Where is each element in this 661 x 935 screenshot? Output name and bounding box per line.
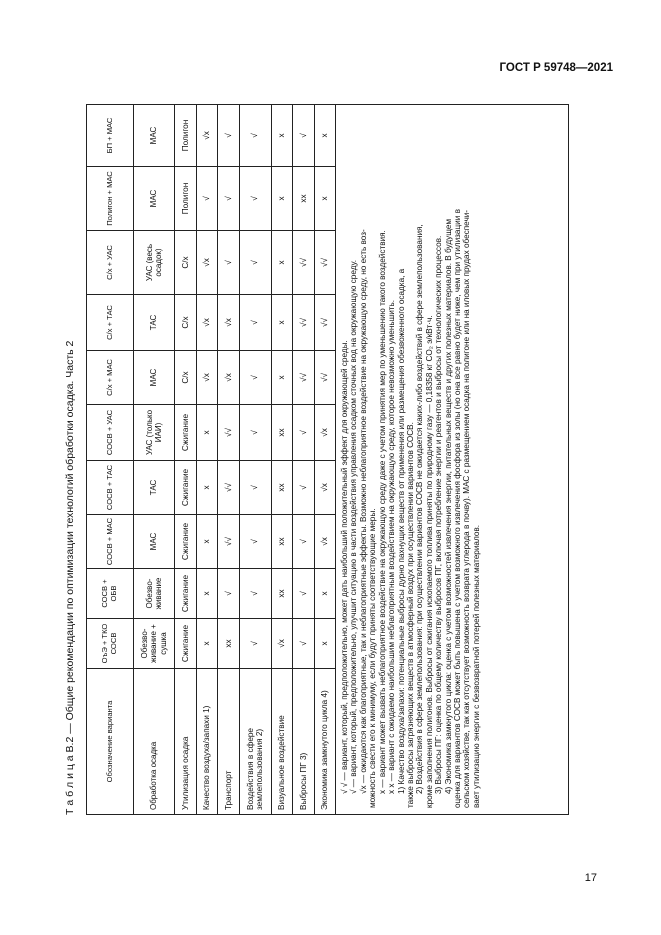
table-cell: √ — [218, 569, 240, 619]
column-header: БП + МАС — [87, 105, 134, 167]
column-header: С/х + УАС — [87, 231, 134, 295]
table-row — [336, 105, 569, 815]
table-cell: √√ — [293, 231, 315, 295]
table-cell: ТАС — [134, 295, 175, 351]
row-label: Качество воздуха/запахи 1) — [196, 669, 218, 815]
table-cell: Обезвоживание + сушка — [134, 619, 175, 669]
table-cell: Полигон — [175, 167, 197, 231]
note-line: 3) Выбросы ПГ: оценка по общему количеству выбросов ПГ, включая потребление энергии и реагентов и выбросы от технологических процессов. — [434, 235, 444, 794]
table-cell: √ — [239, 351, 271, 405]
table-row — [196, 105, 218, 815]
page-number: 17 — [584, 872, 597, 884]
table-cell: √ — [218, 105, 240, 167]
table-cell: √x — [314, 405, 336, 461]
table-cell: Сжигание — [175, 569, 197, 619]
note-line: также выбросы загрязняющих веществ в атмосферный воздух при осуществлении вариантов СОСВ. — [405, 422, 415, 808]
note-line: сельском хозяйстве, так как отсутствует возможность возврата углерода в почву). МАС с размещением осадка на полигоне или на иловых прудах обеспечи- — [462, 209, 472, 808]
table-cell: МАС — [134, 351, 175, 405]
table-cell: xx — [271, 515, 293, 569]
table-cell: МАС — [134, 105, 175, 167]
table-cell: x — [271, 167, 293, 231]
column-header: СОСВ + МАС — [87, 515, 134, 569]
table-cell: √x — [314, 461, 336, 515]
table-cell: x — [196, 515, 218, 569]
table-cell: √ — [196, 167, 218, 231]
table-cell: √ — [239, 167, 271, 231]
table-cell: √x — [271, 619, 293, 669]
table-cell: √x — [196, 351, 218, 405]
table-cell: √x — [314, 515, 336, 569]
table-cell: УАС (только ИАИ) — [134, 405, 175, 461]
table-notes — [336, 105, 569, 815]
table-row — [239, 105, 271, 815]
table-cell: √ — [293, 405, 315, 461]
table-cell: √ — [293, 569, 315, 619]
note-line: √ — вариант, который, предположительно, улучшит ситуацию в части воздействия управления осадком сточных вод на окружающую среду. — [349, 259, 359, 794]
note-line: 1) Качество воздуха/запахи: потенциальные выбросы дурно пахнущих веществ от применения или размещения обезвоженного осадка, а — [396, 268, 406, 794]
table-cell: √x — [218, 295, 240, 351]
table-cell: √ — [239, 461, 271, 515]
note-line: можность свести его к минимуму, если будут приняты соответствующие меры. — [368, 508, 378, 808]
table-row — [271, 105, 293, 815]
note-line: √x — ожидаются как благоприятные, так и неблагоприятные эффекты. Возможно неблагоприятное воздействие на окружающую среду, но есть воз- — [358, 229, 368, 794]
table-cell: x — [271, 295, 293, 351]
table-row — [87, 105, 134, 815]
table-row — [218, 105, 240, 815]
table-cell: x — [314, 105, 336, 167]
table-cell: √√ — [293, 351, 315, 405]
table-cell: √ — [293, 105, 315, 167]
table-cell: xx — [271, 405, 293, 461]
table-cell: √√ — [218, 515, 240, 569]
row-label: Утилизация осадка — [175, 669, 197, 815]
note-line: x x — вариант с ожидаемо наибольшим неблагоприятным воздействием на окружающую среду, которое невозможно уменьшить. — [387, 299, 397, 794]
table-cell: Сжигание — [175, 461, 197, 515]
table-cell: Сжигание — [175, 515, 197, 569]
table-cell: МАС — [134, 167, 175, 231]
document-header: ГОСТ Р 59748—2021 — [499, 62, 613, 74]
table-cell: xx — [218, 619, 240, 669]
table-cell: x — [196, 405, 218, 461]
table-cell: x — [271, 231, 293, 295]
table-row — [314, 105, 336, 815]
note-line: x — вариант может вызвать неблагоприятное воздействие на окружающую среду даже с учетом принятия мер по уменьшению такого воздействия. — [377, 230, 387, 794]
table-cell: xx — [271, 569, 293, 619]
table-cell: Сжигание — [175, 405, 197, 461]
table-cell: √√ — [218, 405, 240, 461]
note-line: оценка для вариантов СОСВ может быть повышена с учетом возможного извлечения фосфора из золы (но она все равно будет ниже, чем при утилизации в — [453, 209, 463, 808]
table-cell: x — [314, 619, 336, 669]
table-cell: √ — [239, 405, 271, 461]
column-header: С/х + МАС — [87, 351, 134, 405]
note-line: вает утилизацию энергии с безвозвратной потерей полезных материалов. — [471, 524, 481, 808]
row-label: Экономика замкнутого цикла 4) — [314, 669, 336, 815]
table-cell: √√ — [293, 295, 315, 351]
column-header: Полигон + МАС — [87, 167, 134, 231]
recommendations-table — [86, 104, 569, 815]
table-cell: x — [196, 619, 218, 669]
table-cell: Сжигание — [175, 619, 197, 669]
note-line: 2) Воздействия в сфере землепользования: при осуществлении вариантов СОСВ не ожидается каких-либо воздействий в сфере землепользования, — [415, 224, 425, 794]
table-cell: √ — [239, 619, 271, 669]
note-line: 4) Экономика замкнутого цикла: оценка с учетом возможностей извлечения энергии, питательных веществ и других полезных материалов. В будущем — [443, 218, 453, 794]
table-cell: x — [314, 167, 336, 231]
table-cell: С/х — [175, 351, 197, 405]
column-header: СОСВ + УАС — [87, 405, 134, 461]
table-cell: √√ — [314, 351, 336, 405]
table-cell: √ — [293, 515, 315, 569]
table-cell: √ — [293, 461, 315, 515]
table-cell: ТАС — [134, 461, 175, 515]
note-line: √ √ — вариант, который, предположительно, может дать наибольший положительный эффект для окружающей среды. — [340, 340, 349, 794]
table-cell: √ — [218, 231, 240, 295]
table-cell: √x — [196, 295, 218, 351]
table-cell: x — [196, 569, 218, 619]
table-cell: Полигон — [175, 105, 197, 167]
rotated-table-block — [60, 95, 520, 815]
table-cell: √ — [218, 167, 240, 231]
table-cell: x — [271, 351, 293, 405]
row-label: Обработка осадка — [134, 669, 175, 815]
header-label: Обозначение варианта — [87, 669, 134, 815]
table-cell: x — [196, 461, 218, 515]
row-label: Воздействия в сфере землепользования 2) — [239, 669, 271, 815]
table-cell: √√ — [218, 461, 240, 515]
table-cell: Обезвоживание — [134, 569, 175, 619]
table-row — [134, 105, 175, 815]
column-header: СОСВ + ОБВ — [87, 569, 134, 619]
row-label: Выбросы ПГ 3) — [293, 669, 315, 815]
column-header: С/х + ТАС — [87, 295, 134, 351]
column-header: ОъЭ + ТКО СОСВ — [87, 619, 134, 669]
table-cell: √√ — [314, 295, 336, 351]
table-cell: √ — [239, 295, 271, 351]
table-cell: МАС — [134, 515, 175, 569]
table-cell: √x — [196, 231, 218, 295]
note-line: кроме заполнения полигонов. Выбросы от сжигания ископаемого топлива приняты по природному газу — 0,18358 кг CO₂ э/кВт·ч. — [424, 315, 434, 808]
table-row — [175, 105, 197, 815]
table-cell: √ — [293, 619, 315, 669]
table-cell: √ — [239, 105, 271, 167]
table-cell: С/х — [175, 295, 197, 351]
table-cell: √√ — [314, 231, 336, 295]
table-row — [293, 105, 315, 815]
table-cell: √ — [239, 515, 271, 569]
table-cell: С/х — [175, 231, 197, 295]
table-cell: √x — [196, 105, 218, 167]
row-label: Визуальное воздействие — [271, 669, 293, 815]
table-cell: xx — [293, 167, 315, 231]
table-cell: √ — [239, 569, 271, 619]
row-label: Транспорт — [218, 669, 240, 815]
table-cell: xx — [271, 461, 293, 515]
table-caption: Т а б л и ц а В.2 — Общие рекомендации по оптимизации технологий обработки осадка. Часть 2 — [64, 340, 76, 815]
table-cell: √ — [239, 231, 271, 295]
table-cell: x — [314, 569, 336, 619]
table-cell: √x — [218, 351, 240, 405]
table-cell: УАС (весь осадок) — [134, 231, 175, 295]
column-header: СОСВ + ТАС — [87, 461, 134, 515]
table-cell: x — [271, 105, 293, 167]
